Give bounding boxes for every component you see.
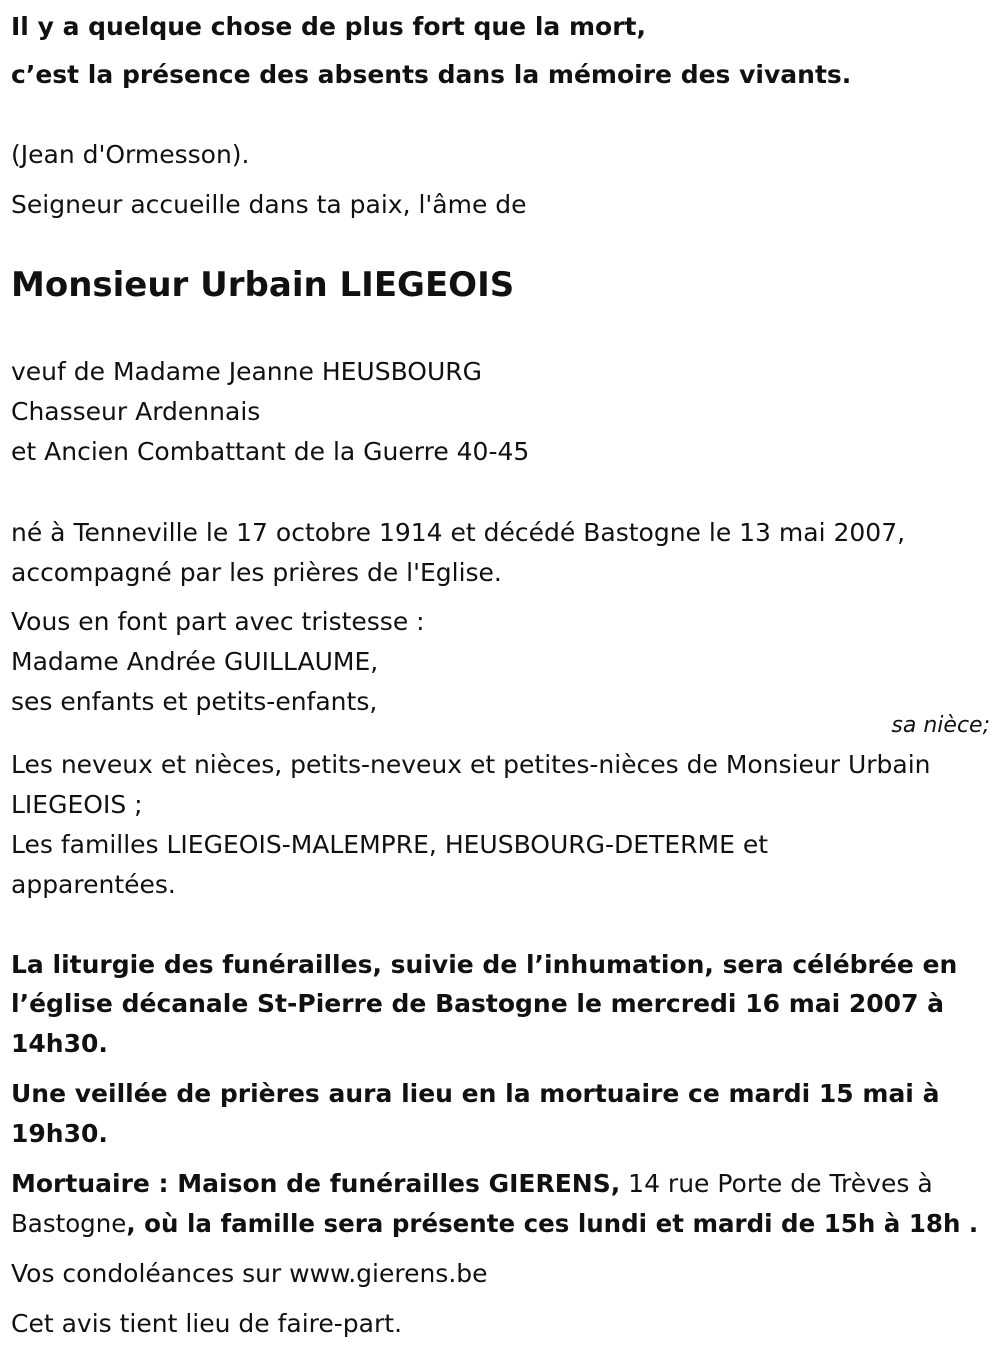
mortuary-presence: , où la famille sera présente ces lundi et mardi de 15h à 18h .	[126, 1209, 979, 1238]
mortuary-line-2	[11, 1204, 978, 1244]
liturgy-line-3: 14h30.	[11, 1029, 108, 1058]
mortuary-label: Mortuaire : Maison de funérailles GIERENS,	[11, 1169, 621, 1198]
announcement-line-4: LIEGEOIS ;	[11, 790, 143, 819]
announcement-line-2: ses enfants et petits-enfants,	[11, 687, 378, 716]
condolences-text: Vos condoléances sur www.gierens.be	[11, 1259, 488, 1288]
liturgy-line-2: l’église décanale St-Pierre de Bastogne le mercredi 16 mai 2007 à	[11, 989, 945, 1018]
announcement-line-5: Les familles LIEGEOIS-MALEMPRE, HEUSBOURG-DETERME et	[11, 830, 769, 859]
detail-veteran: et Ancien Combattant de la Guerre 40-45	[11, 437, 530, 466]
intro-text: Seigneur accueille dans ta paix, l'âme de	[11, 190, 527, 219]
liturgy-line-1: La liturgie des funérailles, suivie de l’inhumation, sera célébrée en	[11, 950, 958, 979]
quote-author: (Jean d'Ormesson).	[11, 140, 250, 169]
closing-text: Cet avis tient lieu de faire-part.	[11, 1309, 403, 1338]
deceased-name: Monsieur Urbain LIEGEOIS	[11, 265, 515, 305]
vigil-line-2: 19h30.	[11, 1119, 108, 1148]
dates-line-2: accompagné par les prières de l'Eglise.	[11, 558, 502, 587]
announcement-line-1: Madame Andrée GUILLAUME,	[11, 647, 379, 676]
quote-line-2: c’est la présence des absents dans la mémoire des vivants.	[11, 60, 852, 89]
announcement-line-3: Les neveux et nièces, petits-neveux et petites-nièces de Monsieur Urbain	[11, 750, 931, 779]
vigil-line-1: Une veillée de prières aura lieu en la mortuaire ce mardi 15 mai à	[11, 1079, 940, 1108]
mortuary-line-1	[11, 1164, 933, 1204]
niece-note: sa nièce;	[891, 713, 990, 738]
announcement-line-6: apparentées.	[11, 870, 176, 899]
mortuary-address-2: Bastogne	[11, 1209, 127, 1238]
mortuary-address-1: 14 rue Porte de Trèves à	[620, 1169, 933, 1198]
detail-widower: veuf de Madame Jeanne HEUSBOURG	[11, 357, 483, 386]
detail-regiment: Chasseur Ardennais	[11, 397, 261, 426]
quote-line-1: Il y a quelque chose de plus fort que la mort,	[11, 12, 646, 41]
dates-line-1: né à Tenneville le 17 octobre 1914 et décédé Bastogne le 13 mai 2007,	[11, 518, 906, 547]
announcement-intro: Vous en font part avec tristesse :	[11, 607, 425, 636]
